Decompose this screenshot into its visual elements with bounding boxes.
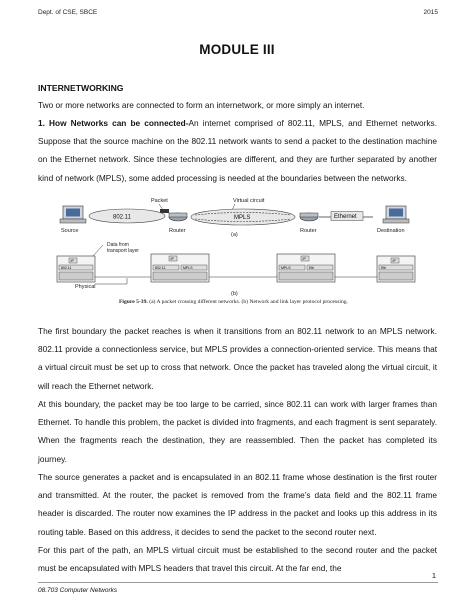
stack4-eth-label: Eth [381,266,387,270]
panel-b-label: (b) [231,291,238,297]
transport-layer-label: transport layer [107,248,139,254]
stack1-frame-label: 802.11 [61,266,72,270]
paragraph-3: The source generates a packet and is encapsulated in an 802.11 frame whose destination is the first router and transmitted. At the router, the packet is removed from the frame’s data field and the 802.11 frame header is discarded. The router now examines the IP address in the packet and looks up this address in its routing table. Based on this address, it decides to send the packet to the second router next. [38,472,437,537]
router2-label: Router [300,228,317,234]
header-left: Dept. of CSE, SBCE [38,9,98,16]
section-heading: INTERNETWORKING [38,83,124,93]
protocol-stack-router2 [277,254,335,282]
header-right: 2015 [423,9,438,16]
page-number: 1 [431,571,436,580]
page-title: MODULE III [199,42,275,57]
caption-text: (a) A packet crossing different networks. (b) Network and link layer protocol processing. [149,299,348,305]
stack2-mpls-label: MPLS [183,266,193,270]
source-label: Source [61,228,79,234]
protocol-stack-destination [377,256,415,282]
stack2-frame-label: 802.11 [155,266,166,270]
point1-label: 1. How Networks can be connected- [38,118,189,128]
footer-rule [38,582,438,583]
ethernet-network-label: Ethernet [334,214,357,220]
fig-virtual-circuit-label: Virtual circuit [233,198,265,204]
stack2-ip-label: IP [170,257,174,261]
stack4-ip-label: IP [392,259,396,263]
fig-packet-label: Packet [151,198,168,204]
caption-label: Figure 5-39. [119,299,148,305]
paragraph-1: The first boundary the packet reaches is when it transitions from an 802.11 network to an MPLS network. 802.11 provide a connectionless service, but MPLS provides a connection-oriented service. This means that a virtual circuit must be set up to cross that network. Once the packet has traveled along the virtual circuit, it will reach the Ethernet network. [38,326,437,391]
paragraph-4: For this part of the path, an MPLS virtual circuit must be established to the second router and the packet must be encapsulated with MPLS headers that travel this circuit. At the far end, the [38,545,437,574]
source-computer-icon [60,206,86,223]
stack3-mpls-label: MPLS [281,266,291,270]
router1-label: Router [169,228,186,234]
figure-caption [119,299,361,306]
network-figure [55,196,420,298]
wifi-network-label: 802.11 [113,214,131,221]
mpls-network-label: MPLS [234,215,251,221]
router2-icon [300,213,318,221]
intro-paragraph: Two or more networks are connected to form an internetwork, or more simply an internet. [38,100,365,110]
destination-computer-icon [383,206,409,223]
paragraph-2: At this boundary, the packet may be too large to be carried, since 802.11 can work with larger frames than Ethernet. To handle this problem, the packet is divided into fragments, and each fragment is sent separately. When the fragments reach the destination, they are reassembled. Then the packet has completed its journey. [38,399,437,464]
point1-paragraph [38,114,437,187]
stack3-eth-label: Eth [309,266,315,270]
footer-course: 08.703 Computer Networks [38,587,118,594]
packet-icon [160,209,169,213]
physical-label: Physical [75,284,96,290]
panel-a-label: (a) [231,232,238,238]
router1-icon [169,213,187,221]
stack1-ip-label: IP [70,259,74,263]
protocol-stack-source [57,256,95,282]
data-from-label: Data from [107,242,129,248]
protocol-stack-router1 [151,254,209,282]
stack3-ip-label: IP [302,257,306,261]
destination-label: Destination [377,228,405,234]
point1-text: An internet comprised of 802.11, MPLS, and Ethernet networks. Suppose that the source machine on the 802.11 network wants to send a packet to the destination machine on the Ethernet network. Since these technologies are different, and they are further separated by another kind of network (MPLS), some added processing is needed at the boundaries between the networks. [38,118,437,183]
